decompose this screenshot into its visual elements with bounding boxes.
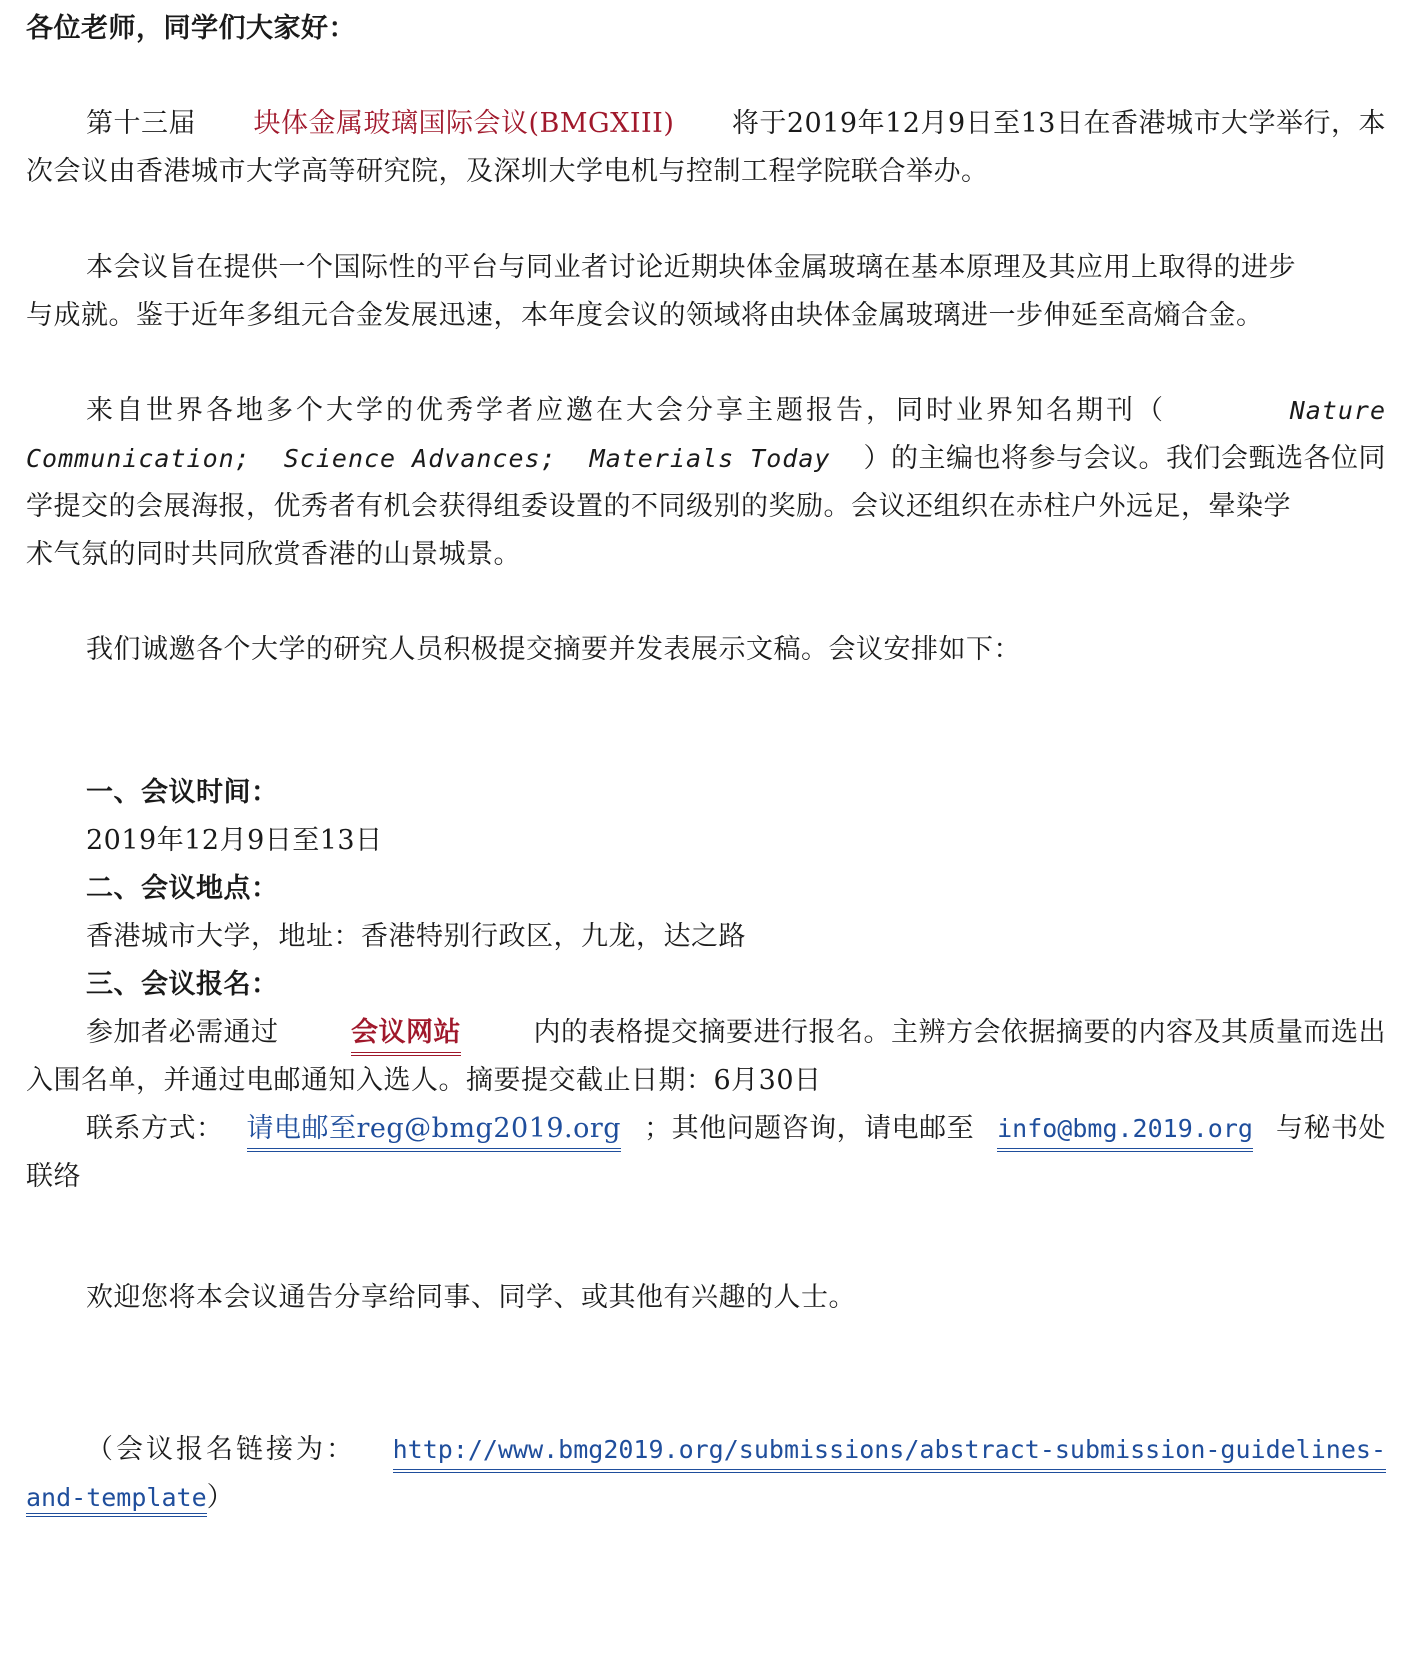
conference-name: 块体金属玻璃国际会议(BMGXIII) <box>253 108 675 139</box>
journal-nature: Nature <box>1289 396 1386 425</box>
contact-suffix: 与秘书处 <box>1275 1113 1386 1144</box>
journal-science-advances: Science Advances; <box>283 444 557 473</box>
para3-line1-text: 来自世界各地多个大学的优秀学者应邀在大会分享主题报告，同时业界知名期刊（ <box>86 395 1166 426</box>
journal-nature-cont: Communication; <box>26 444 251 473</box>
contact-line <box>86 1111 1386 1152</box>
section3-line1 <box>86 1015 1386 1056</box>
section3-line1-suffix: 内的表格提交摘要进行报名。主辨方会依据摘要的内容及其质量而选出 <box>533 1017 1386 1048</box>
para1-prefix: 第十三届 <box>86 108 196 139</box>
para1-line2: 次会议由香港城市大学高等研究院，及深圳大学电机与控制工程学院联合举办。 <box>26 156 989 187</box>
contact-mid: ；其他问题咨询，请电邮至 <box>644 1113 975 1144</box>
para3-line2-suffix: ）的主编也将参与会议。我们会甄选各位同 <box>863 443 1386 474</box>
info-email-link[interactable]: info@bmg.2019.org <box>997 1111 1253 1152</box>
journal-materials-today: Materials Today <box>589 444 831 473</box>
para3-line1 <box>86 393 1386 429</box>
footer-line2 <box>26 1480 234 1516</box>
para4: 我们诚邀各个大学的研究人员积极提交摘要并发表展示文稿。会议安排如下： <box>86 634 1021 665</box>
para1-suffix: 将于2019年12月9日至13日在香港城市大学举行，本 <box>731 108 1386 139</box>
registration-url-link[interactable]: http://www.bmg2019.org/submissions/abstract-submission-guidelines- <box>393 1432 1386 1473</box>
para2-line1: 本会议旨在提供一个国际性的平台与同业者讨论近期块体金属玻璃在基本原理及其应用上取得的进步 <box>86 252 1296 283</box>
section3-heading: 三、会议报名： <box>86 969 279 1000</box>
section2-content: 香港城市大学，地址：香港特别行政区，九龙，达之路 <box>86 921 746 952</box>
para1-line1 <box>86 106 1386 142</box>
para2-line2: 与成就。鉴于近年多组元合金发展迅速，本年度会议的领域将由块体金属玻璃进一步伸延至高熵合金。 <box>26 300 1264 331</box>
reg-email-link[interactable]: 请电邮至reg@bmg2019.org <box>247 1111 622 1152</box>
para3-line4: 术气氛的同时共同欣赏香港的山景城景。 <box>26 539 521 570</box>
section3-line1-prefix: 参加者必需通过 <box>86 1017 279 1048</box>
welcome-text: 欢迎您将本会议通告分享给同事、同学、或其他有兴趣的人士。 <box>86 1282 856 1313</box>
para3-line3: 学提交的会展海报，优秀者有机会获得组委设置的不同级别的奖励。会议还组织在赤柱户外远足，晕染学 <box>26 491 1291 522</box>
para3-line2 <box>26 441 1386 477</box>
footer-prefix: （会议报名链接为： <box>86 1434 356 1465</box>
section1-content: 2019年12月9日至13日 <box>86 825 383 856</box>
conference-website-link[interactable]: 会议网站 <box>351 1015 461 1056</box>
greeting: 各位老师，同学们大家好： <box>26 13 356 44</box>
section1-heading: 一、会议时间： <box>86 777 279 808</box>
contact-prefix: 联系方式： <box>86 1113 224 1144</box>
registration-url-link-cont[interactable]: and-template <box>26 1483 207 1517</box>
footer-line1 <box>86 1432 1386 1473</box>
section2-heading: 二、会议地点： <box>86 873 279 904</box>
footer-suffix: ） <box>206 1482 235 1513</box>
contact-line2: 联络 <box>26 1161 81 1192</box>
section3-line2: 入围名单，并通过电邮通知入选人。摘要提交截止日期：6月30日 <box>26 1065 822 1096</box>
